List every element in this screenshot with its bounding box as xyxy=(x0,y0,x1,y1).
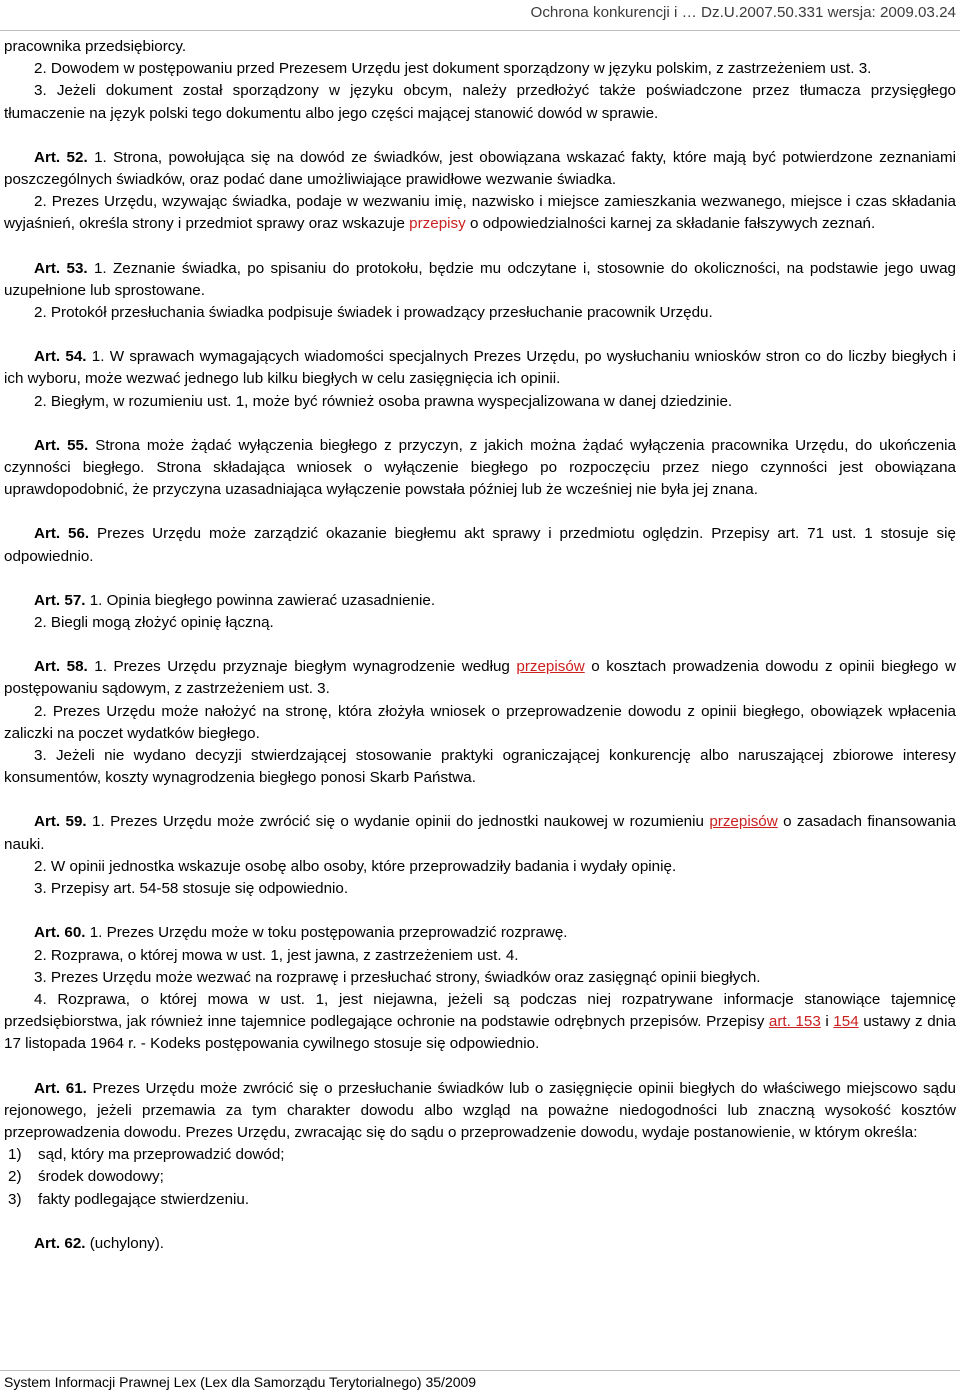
article-55: Art. 55. Strona może żądać wyłączenia biegłego z przyczyn, z jakich można żądać wyłączenia pracownika Urzędu, do ukończenia czynności biegłego. Strona składająca wniosek o wyłączenie biegłego po rozpoczęciu przez niego czynności jest obowiązana uprawdopodobnić, że przyczyna uzasadniająca wyłączenie powstała później lub że wcześniej nie była jej znana. xyxy=(4,436,956,499)
article-number: Art. 56. xyxy=(34,525,90,543)
article-number: Art. 57. xyxy=(34,591,86,609)
list-item: 1) sąd, który ma przeprowadzić dowód; xyxy=(8,1146,285,1164)
list-item: 2) środek dowodowy; xyxy=(8,1168,164,1186)
paragraph: 3. Prezes Urzędu może wezwać na rozprawę i przesłuchać strony, świadków oraz zasięgnąć opinii biegłych. xyxy=(34,968,761,986)
link-art-153[interactable]: art. 153 xyxy=(768,1013,821,1031)
document-body xyxy=(4,36,956,1255)
link-przepisow[interactable]: przepisów xyxy=(516,658,585,676)
header-divider xyxy=(0,30,960,31)
article-number: Art. 52. xyxy=(34,148,88,166)
article-number: Art. 53. xyxy=(34,259,88,277)
article-61: Art. 61. Prezes Urzędu może zwrócić się o przesłuchanie świadków lub o zasięgnięcie opinii biegłych do właściwego miejscowo sądu rejonowego, jeżeli przemawia za tym charakter dowodu albo wzgląd na poważne niedogodności lub znaczną wysokość kosztów przeprowadzenia dowodu. Prezes Urzędu, zwracając się do sądu o przeprowadzenie dowodu, wydaje postanowienie, w którym określa: xyxy=(4,1079,956,1141)
paragraph: 2. Biegli mogą złożyć opinię łączną. xyxy=(34,614,274,632)
article-53: Art. 53. 1. Zeznanie świadka, po spisaniu do protokołu, będzie mu odczytane i, stosownie do okoliczności, na podstawie jego uwag uzupełnione lub sprostowane. xyxy=(4,259,956,299)
article-62: Art. 62. (uchylony). xyxy=(34,1234,165,1252)
paragraph: 3. Jeżeli nie wydano decyzji stwierdzającej stosowanie praktyki ograniczającej konkurencję albo naruszającej zbiorowe interesy konsumentów, koszty wynagrodzenia biegłego ponosi Skarb Państwa. xyxy=(4,747,956,787)
paragraph: 3. Jeżeli dokument został sporządzony w języku obcym, należy przedłożyć także poświadczone przez tłumacza przysięgłego tłumaczenie na język polski tego dokumentu albo jego części mającej stanowić dowód w sprawie. xyxy=(4,82,956,122)
article-number: Art. 55. xyxy=(34,436,89,454)
paragraph: 3. Przepisy art. 54-58 stosuje się odpowiednio. xyxy=(34,880,349,898)
paragraph: 2. Dowodem w postępowaniu przed Prezesem Urzędu jest dokument sporządzony w języku polskim, z zastrzeżeniem ust. 3. xyxy=(34,60,872,78)
article-59: Art. 59. 1. Prezes Urzędu może zwrócić się o wydanie opinii do jednostki naukowej w rozumieniu przepisów o zasadach finansowania nauki. xyxy=(4,813,956,853)
article-54: Art. 54. 1. W sprawach wymagających wiadomości specjalnych Prezes Urzędu, po wysłuchaniu wniosków stron co do liczby biegłych i ich wyboru, może wezwać jednego lub kilku biegłych w celu zasięgnięcia ich opinii. xyxy=(4,348,956,388)
link-przepisow[interactable]: przepisów xyxy=(709,813,778,831)
article-58: Art. 58. 1. Prezes Urzędu przyznaje biegłym wynagrodzenie według przepisów o kosztach prowadzenia dowodu z opinii biegłego w postępowaniu sądowym, z zastrzeżeniem ust. 3. xyxy=(4,658,956,698)
article-52: Art. 52. 1. Strona, powołująca się na dowód ze świadków, jest obowiązana wskazać fakty, które mają być potwierdzone zeznaniami poszczególnych świadków, oraz podać dane umożliwiające prawidłowe wezwanie świadka. xyxy=(4,148,956,189)
article-56: Art. 56. Prezes Urzędu może zarządzić okazanie biegłemu akt sprawy i przedmiotu oględzin. Przepisy art. 71 ust. 1 stosuje się odpowiednio. xyxy=(4,525,956,565)
list-item: 3) fakty podlegające stwierdzeniu. xyxy=(8,1190,250,1208)
document-footer: System Informacji Prawnej Lex (Lex dla Samorządu Terytorialnego) 35/2009 xyxy=(4,1374,477,1390)
link-przepisy[interactable]: przepisy xyxy=(409,215,466,233)
article-number: Art. 60. xyxy=(34,924,86,942)
article-number: Art. 58. xyxy=(34,658,88,676)
paragraph: 2. Prezes Urzędu, wzywając świadka, podaje w wezwaniu imię, nazwisko i miejsce zamieszkania wezwanego, miejsce i czas składania wyjaśnień, określa strony i przedmiot sprawy oraz wskazuje przepisy o odpowiedzialności karnej za składanie fałszywych zeznań. xyxy=(4,193,956,233)
paragraph: 4. Rozprawa, o której mowa w ust. 1, jest niejawna, jeżeli są podczas niej rozpatrywane informacje stanowiące tajemnicę przedsiębiorstwa, jak również inne tajemnice podlegające ochronie na podstawie odrębnych przepisów. Przepisy art. 153 i 154 ustawy z dnia 17 listopada 1964 r. - Kodeks postępowania cywilnego stosuje się odpowiednio. xyxy=(4,990,956,1053)
footer-divider xyxy=(0,1370,960,1371)
paragraph: 2. Protokół przesłuchania świadka podpisuje świadek i prowadzący przesłuchanie pracownik Urzędu. xyxy=(34,304,713,322)
paragraph: 2. Biegłym, w rozumieniu ust. 1, może być również osoba prawna wyspecjalizowana w danej dziedzinie. xyxy=(34,392,733,410)
paragraph: 2. Rozprawa, o której mowa w ust. 1, jest jawna, z zastrzeżeniem ust. 4. xyxy=(34,946,519,964)
link-art-154[interactable]: 154 xyxy=(833,1013,859,1031)
paragraph: 2. W opinii jednostka wskazuje osobę albo osoby, które przeprowadziły badania i wydały opinię. xyxy=(34,857,677,875)
article-60: Art. 60. 1. Prezes Urzędu może w toku postępowania przeprowadzić rozprawę. xyxy=(34,924,568,942)
paragraph: 2. Prezes Urzędu może nałożyć na stronę, która złożyła wniosek o przeprowadzenie dowodu z opinii biegłego, obowiązek wpłacenia zaliczki na poczet wydatków biegłego. xyxy=(4,702,956,742)
paragraph: pracownika przedsiębiorcy. xyxy=(4,38,187,55)
article-number: Art. 54. xyxy=(34,348,87,366)
article-number: Art. 61. xyxy=(34,1079,87,1097)
article-57: Art. 57. 1. Opinia biegłego powinna zawierać uzasadnienie. xyxy=(34,591,436,609)
article-number: Art. 59. xyxy=(34,813,87,831)
article-number: Art. 62. xyxy=(34,1234,86,1252)
document-header: Ochrona konkurencji i … Dz.U.2007.50.331 wersja: 2009.03.24 xyxy=(530,4,956,21)
